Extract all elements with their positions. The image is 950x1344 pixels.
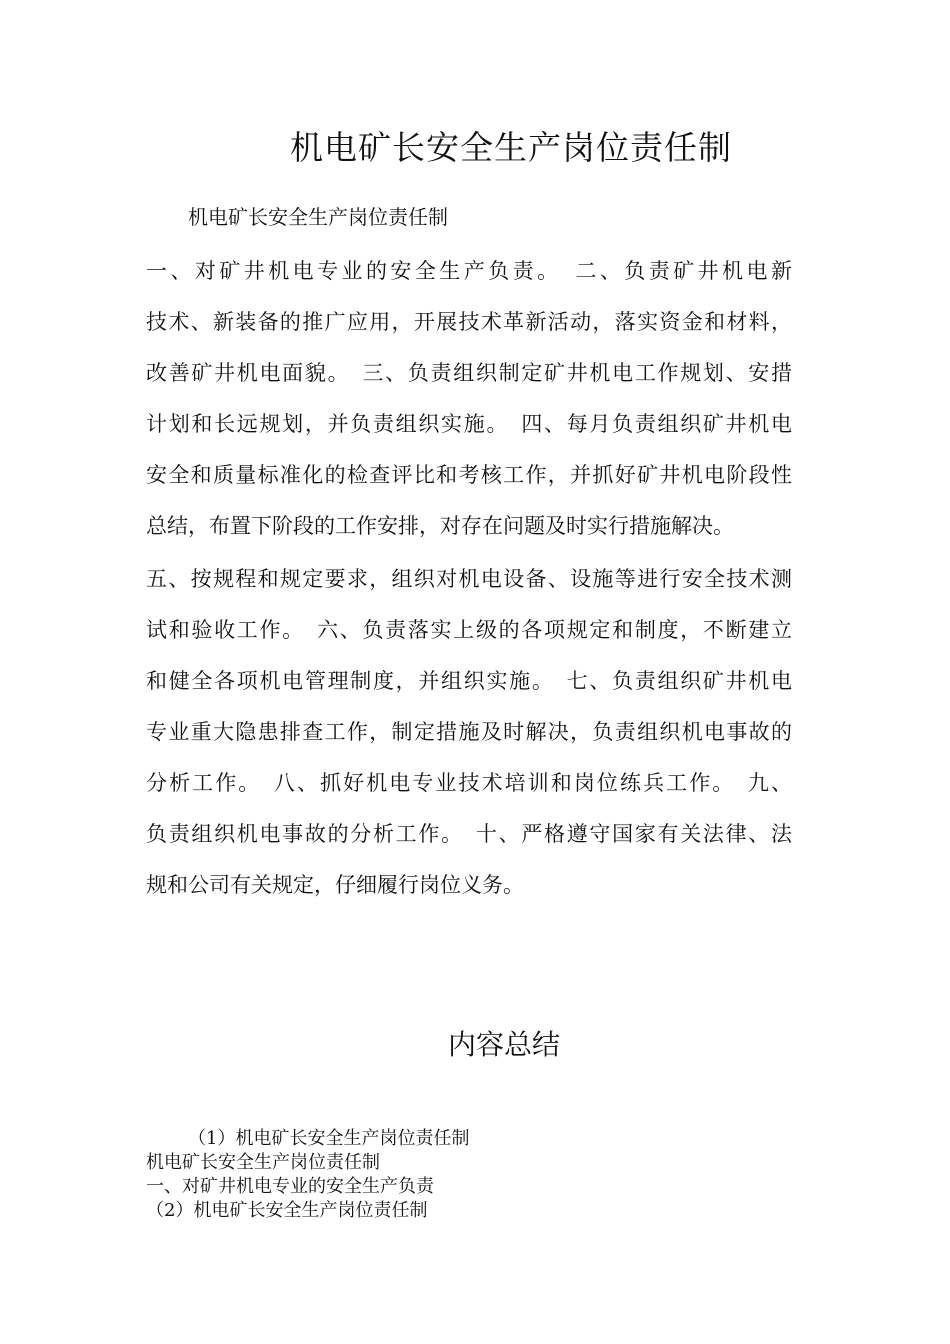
body-line: 五、按规程和规定要求，组织对机电设备、设施等进行安全技术测 [146,567,792,591]
summary-line: 机电矿长安全生产岗位责任制 [146,1152,380,1173]
body-line: 一、对矿井机电专业的安全生产负责。 二、负责矿井机电新 [146,259,792,283]
body-line: 专业重大隐患排查工作，制定措施及时解决，负责组织机电事故的 [146,720,792,744]
document-subheading: 机电矿长安全生产岗位责任制 [188,205,448,229]
body-line: 负责组织机电事故的分析工作。 十、严格遵守国家有关法律、法 [146,822,792,846]
body-line: 分析工作。 八、抓好机电专业技术培训和岗位练兵工作。 九、 [146,771,792,795]
body-line: 技术、新装备的推广应用，开展技术革新活动，落实资金和材料， [146,310,792,334]
summary-line: 一、对矿井机电专业的安全生产负责 [146,1176,434,1197]
summary-line: （1）机电矿长安全生产岗位责任制 [188,1128,470,1149]
body-line: 安全和质量标准化的检查评比和考核工作，并抓好矿井机电阶段性 [146,463,792,487]
body-line: 试和验收工作。 六、负责落实上级的各项规定和制度，不断建立 [146,618,792,642]
body-line: 和健全各项机电管理制度，并组织实施。 七、负责组织矿井机电 [146,669,792,693]
summary-title: 内容总结 [448,1028,561,1061]
summary-line: （2）机电矿长安全生产岗位责任制 [146,1200,428,1221]
body-line: 规和公司有关规定，仔细履行岗位义务。 [146,873,524,897]
document-title: 机电矿长安全生产岗位责任制 [290,128,732,167]
body-line: 计划和长远规划，并负责组织实施。 四、每月负责组织矿井机电 [146,412,792,436]
body-line: 改善矿井机电面貌。 三、负责组织制定矿井机电工作规划、安措 [146,361,792,385]
body-line: 总结，布置下阶段的工作安排，对存在问题及时实行措施解决。 [146,514,734,538]
